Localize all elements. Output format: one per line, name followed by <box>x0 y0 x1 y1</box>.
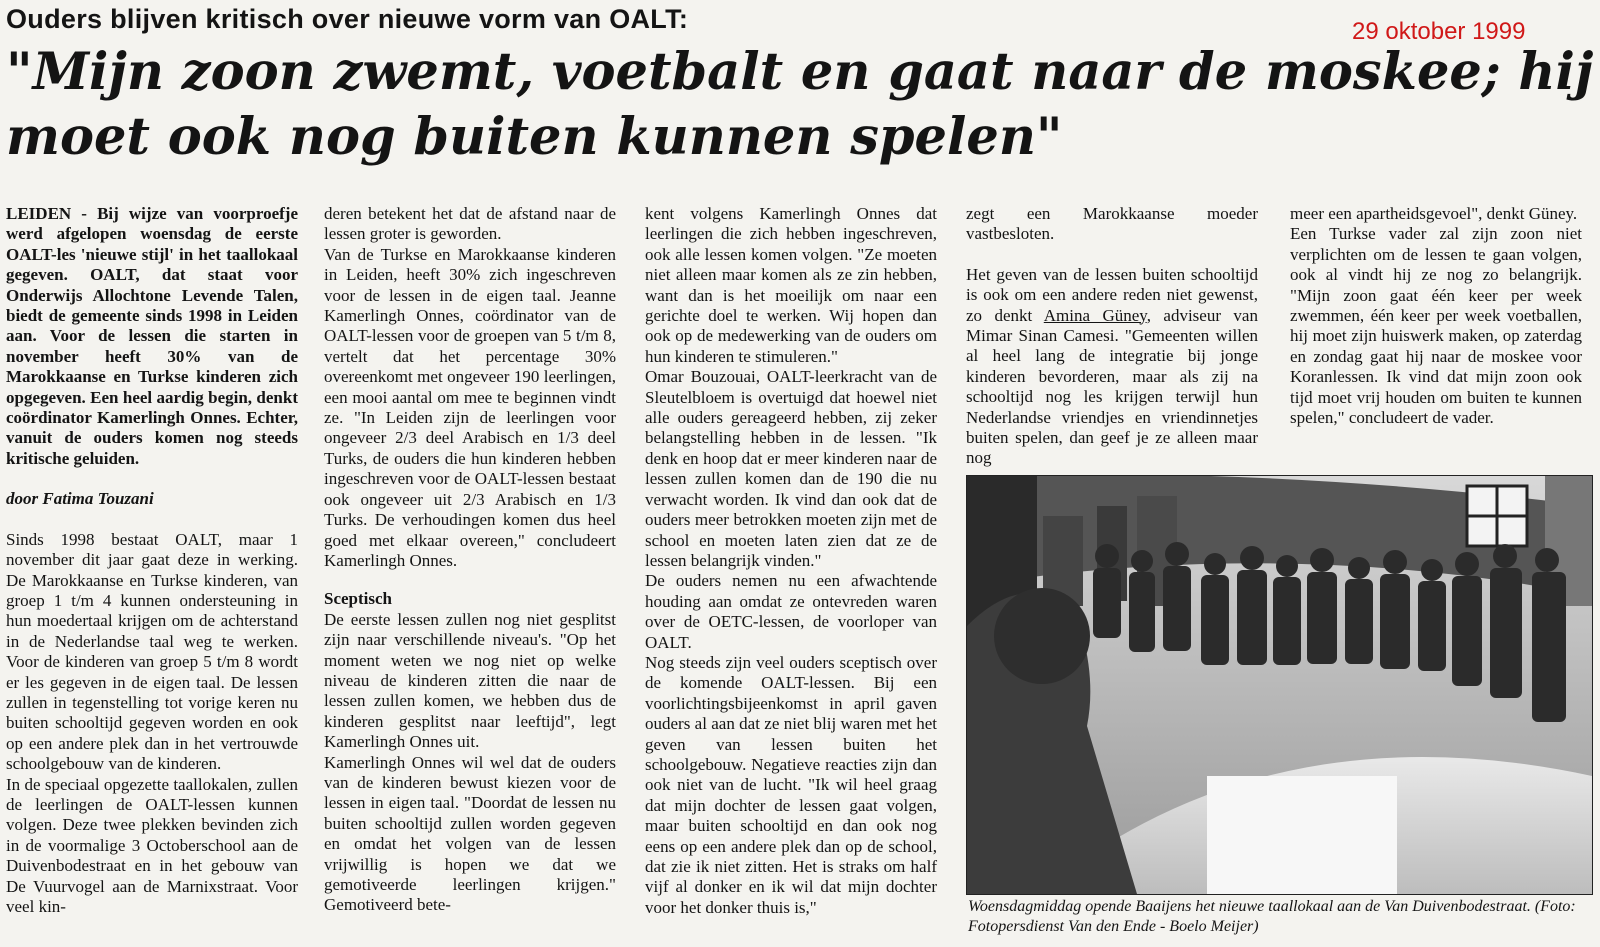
body-paragraph: meer een apartheidsgevoel", denkt Güney. <box>1290 204 1578 223</box>
column-3 <box>645 204 937 918</box>
date-stamp: 29 oktober 1999 <box>1352 18 1526 45</box>
kicker: Ouders blijven kritisch over nieuwe vorm van OALT: <box>6 4 689 34</box>
body-paragraph: deren betekent het dat de afstand naar de lessen groter is geworden. <box>324 204 616 244</box>
body-paragraph: Omar Bouzouai, OALT-leerkracht van de Sleutelbloem is overtuigd dat hoewel niet alle ouders gereageerd hebben, zij zeker belangstelling hebben in de lessen. "Ik denk en hoop dat er meer kinderen naar de lessen zullen komen dan de 190 die nu verwacht worden. Ik vind dan ook dat de ouders meer betrokken moeten zijn met de school en moeten laten zien dat ze de lessen belangrijk vinden." <box>645 367 937 570</box>
body-paragraph <box>966 265 1258 469</box>
photo-caption: Woensdagmiddag opende Baaijens het nieuwe taallokaal aan de Van Duivenbodestraat. (Foto: Fotopersdienst Van den Ende - Boelo Meijer) <box>968 898 1576 935</box>
body-paragraph: Sinds 1998 bestaat OALT, maar 1 november dit jaar gaat deze in werking. De Marokkaanse en Turkse kinderen, van groep 1 t/m 4 kunnen ondersteuning in hun moedertaal krijgen om de achterstand in de Nederlandse taal weg te werken. Voor de kinderen van groep 5 t/m 8 wordt er les gegeven in de eigen taal. De lessen zullen in tegenstelling tot vorige keren nu buiten schooltijd gegeven worden en ook op een andere plek dan in het vertrouwde schoolgebouw van de kinderen. <box>6 529 298 774</box>
body-paragraph: Een Turkse vader zal zijn zoon niet verplichten om de lessen te gaan volgen, ook al vindt hij ze nog zo belangrijk. "Mijn zoon gaat één keer per week zwemmen, één keer per week voetballen, hij moet zijn huiswerk maken, op zaterdag en zondag gaat hij naar de moskee voor Koranlessen. Ik vind dat mijn zoon ook tijd moet vrij houden om buiten te kunnen spelen," concludeert de vader. <box>1290 224 1582 428</box>
classroom-photo <box>967 476 1592 894</box>
body-paragraph: Nog steeds zijn veel ouders sceptisch over de komende OALT-lessen. Bij een voorlichtingsbijeenkomst in april gaven ouders al aan dat ze niet blij waren met het geven van lessen buiten het schoolgebouw. Negatieve reacties zijn dan ook niet van de lucht. "Ik wil heel graag dat mijn dochter de lessen gaat volgen, maar buiten schooltijd en dan ook nog eens op een andere plek dan op de school, dat zie ik niet zitten. Het is straks om half vijf al donker en ik wil dat mijn dochter voor het donker thuis is," <box>645 652 937 917</box>
lead-paragraph: LEIDEN - Bij wijze van voorproefje werd afgelopen woensdag de eerste OALT-les 'nieuwe stijl' in het taallokaal gegeven. OALT, dat staat voor Onderwijs Allochtone Levende Talen, biedt de gemeente sinds 1998 in Leiden aan. Voor de lessen die starten in november heeft 30% van de Marokkaanse en Turkse kinderen zich opgegeven. Een heel aardig begin, denkt coördinator Kamerlingh Onnes. Echter, vanuit de ouders komen nog steeds kritische geluiden. <box>6 204 298 468</box>
body-text: , adviseur van Mimar Sinan Camesi. "Gemeenten willen al heel lang de integratie bij jonge kinderen bevorderen, maar als zij na schooltijd nog les krijgen terwijl hun Nederlandse vriendjes en vriendinnetjes buiten spelen, dan geef je ze alleen maar nog <box>966 305 1258 468</box>
body-paragraph: De ouders nemen nu een afwachtende houding aan omdat ze ontevreden waren over de OETC-lessen, de voorloper van OALT. <box>645 571 937 652</box>
body-paragraph: Kamerlingh Onnes wil wel dat de ouders van de kinderen bewust kiezen voor de lessen in eigen taal. "Doordat de lessen nu buiten schooltijd zullen worden gegeven en omdat het volgen van de lessen vrijwillig is hopen we dat we gemotiveerde leerlingen krijgen." Gemotiveerd bete- <box>324 752 616 915</box>
column-5 <box>1290 204 1582 428</box>
subheading: Sceptisch <box>324 589 392 609</box>
body-paragraph: De eerste lessen zullen nog niet gesplitst zijn naar verschillende niveau's. "Op het moment weten we nog niet op welke niveau de kinderen zitten die naar de lessen zullen komen, we hebben dus de kinderen gesplitst naar leeftijd", legt Kamerlingh Onnes uit. <box>324 609 616 752</box>
byline: door Fatima Touzani <box>6 489 154 509</box>
column-1 <box>6 204 298 917</box>
body-paragraph: zegt een Marokkaanse moeder vastbesloten. <box>966 204 1258 244</box>
column-4 <box>966 204 1258 469</box>
body-paragraph: In de speciaal opgezette taallokalen, zullen de leerlingen de OALT-lessen kunnen volgen. Deze twee plekken bevinden zich in de voormalige 3 Octoberschool aan de Duivenbodestraat en in het gebouw van De Vuurvogel aan de Marnixstraat. Voor veel kin- <box>6 774 298 916</box>
headline: "Mijn zoon zwemt, voetbalt en gaat naar de moskee; hij moet ook nog buiten kunnen spelen" <box>6 42 1594 167</box>
news-photo <box>966 475 1593 895</box>
underlined-name: Amina Güney <box>1043 305 1147 325</box>
body-paragraph: Van de Turkse en Marokkaanse kinderen in Leiden, heeft 30% zich ingeschreven voor de lessen in de eigen taal. Jeanne Kamerlingh Onnes, coördinator van de OALT-lessen voor de groepen van 5 t/m 8, vertelt dat het percentage 30% overeenkomt met ongeveer 190 leerlingen, een mooi aantal om mee te beginnen vindt ze. "In Leiden zijn de leerlingen voor ongeveer 2/3 deel Arabisch en 1/3 deel Turks, de ouders die hun kinderen hebben ingeschreven voor de OALT-lessen bestaat ook ongeveer uit 2/3 Arabisch en 1/3 Turks. De verhoudingen komen dus heel goed met elkaar overeen," concludeert Kamerlingh Onnes. <box>324 244 616 570</box>
body-text: Het geven van de lessen buiten schooltijd is ook om een andere reden niet gewenst, zo denkt <box>966 264 1258 325</box>
body-paragraph: kent volgens Kamerlingh Onnes dat leerlingen die zich hebben ingeschreven, ook alle lessen komen volgen. "Ze moeten niet alleen maar komen als ze zin hebben, want dan is het moeilijk om naar een gerichte doel te werken. Wij hopen dan ook op de medewerking van de ouders om hun kinderen te stimuleren." <box>645 204 937 366</box>
column-2 <box>324 204 616 916</box>
